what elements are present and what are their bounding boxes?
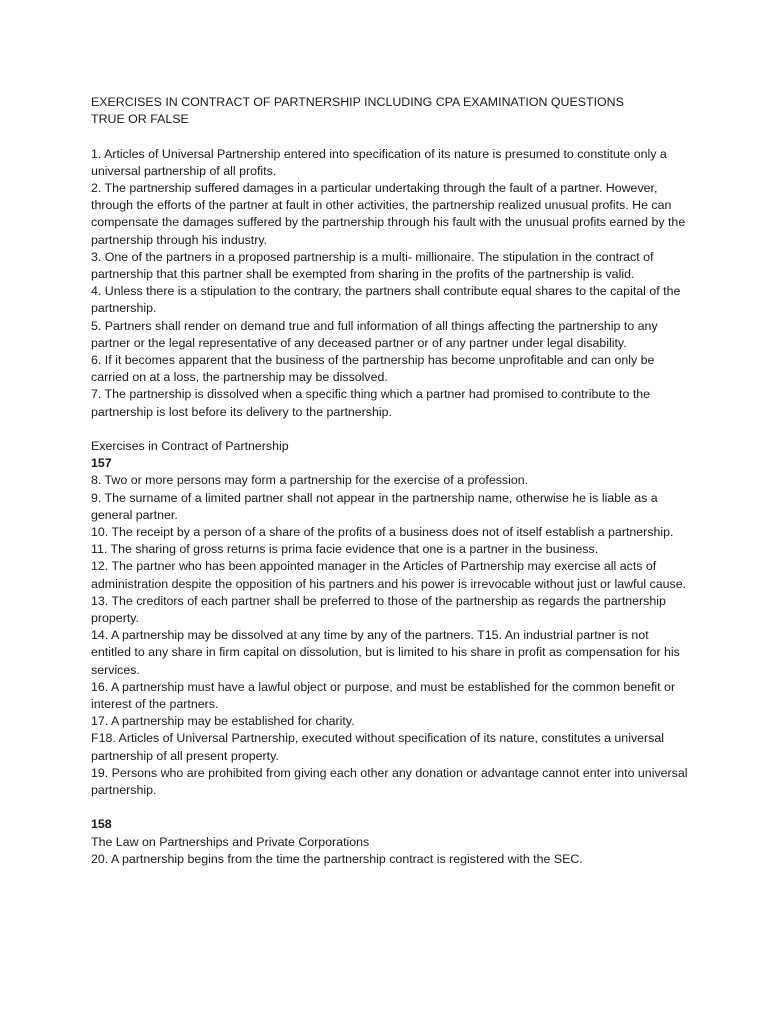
- spacer: [91, 799, 691, 816]
- item-4: 4. Unless there is a stipulation to the contrary, the partners shall contribute equal shares to the capital of the partnership.: [91, 284, 681, 316]
- item-9: 9. The surname of a limited partner shall not appear in the partnership name, otherwise he is liable as a general partner.: [91, 490, 658, 522]
- item-16: 16. A partnership must have a lawful object or purpose, and must be established for the common benefit or interest of the partners.: [91, 679, 676, 712]
- item-8: 8. Two or more persons may form a partnership for the exercise of a profession.: [91, 473, 529, 488]
- document-page: [91, 94, 691, 868]
- item-6: 6. If it becomes apparent that the business of the partnership has become unprofitable and can only be carried on at a loss, the partnership may be dissolved.: [91, 353, 655, 385]
- page-number: 157: [91, 456, 112, 471]
- item-3: 3. One of the partners in a proposed partnership is a multi- millionaire. The stipulation in the contract of partnership that this partner shall be exempted from sharing in the profits of the partnership is valid.: [91, 249, 654, 282]
- item-11: 11. The sharing of gross returns is prima facie evidence that one is a partner in the business.: [91, 542, 599, 557]
- item-20: 20. A partnership begins from the time the partnership contract is registered with the SEC.: [91, 851, 583, 866]
- section-title: Exercises in Contract of Partnership: [91, 439, 289, 454]
- item-14: 14. A partnership may be dissolved at any time by any of the partners. T15. An industrial partner is not entitled to any share in firm capital on dissolution, but is limited to his share in profit as compensation for his services.: [91, 628, 680, 677]
- item-1: 1. Articles of Universal Partnership entered into specification of its nature is presumed to constitute only a universal partnership of all profits.: [91, 146, 667, 178]
- item-13: 13. The creditors of each partner shall be preferred to those of the partnership as regards the partnership property.: [91, 593, 666, 626]
- spacer: [91, 128, 691, 145]
- document-heading: EXERCISES IN CONTRACT OF PARTNERSHIP INCLUDING CPA EXAMINATION QUESTIONS: [91, 95, 624, 109]
- page-number: 158: [91, 817, 112, 832]
- spacer: [91, 421, 691, 438]
- item-10: 10. The receipt by a person of a share of the profits of a business does not of itself establish a partnership.: [91, 525, 674, 540]
- item-12: 12. The partner who has been appointed manager in the Articles of Partnership may exercise all acts of administration despite the opposition of his partners and his power is irrevocable without just or lawful cause.: [91, 559, 687, 591]
- document-subheading: TRUE OR FALSE: [91, 112, 189, 127]
- item-2: 2. The partnership suffered damages in a particular undertaking through the fault of a partner. However, through the efforts of the partner at fault in other activities, the partnership realized unusual profits. He can compensate the damages suffered by the partnership through his fault with the unusual profits earned by the partnership through his industry.: [91, 181, 686, 247]
- item-19: 19. Persons who are prohibited from giving each other any donation or advantage cannot enter into universal partnership.: [91, 765, 688, 798]
- item-18: F18. Articles of Universal Partnership, executed without specification of its nature, constitutes a universal partnership of all present property.: [91, 731, 665, 763]
- section-title: The Law on Partnerships and Private Corporations: [91, 834, 370, 849]
- item-7: 7. The partnership is dissolved when a specific thing which a partner had promised to contribute to the partnership is lost before its delivery to the partnership.: [91, 387, 651, 419]
- item-5: 5. Partners shall render on demand true and full information of all things affecting the partnership to any partner or the legal representative of any deceased partner or of any partner under legal disability.: [91, 318, 658, 350]
- item-17: 17. A partnership may be established for charity.: [91, 714, 355, 729]
